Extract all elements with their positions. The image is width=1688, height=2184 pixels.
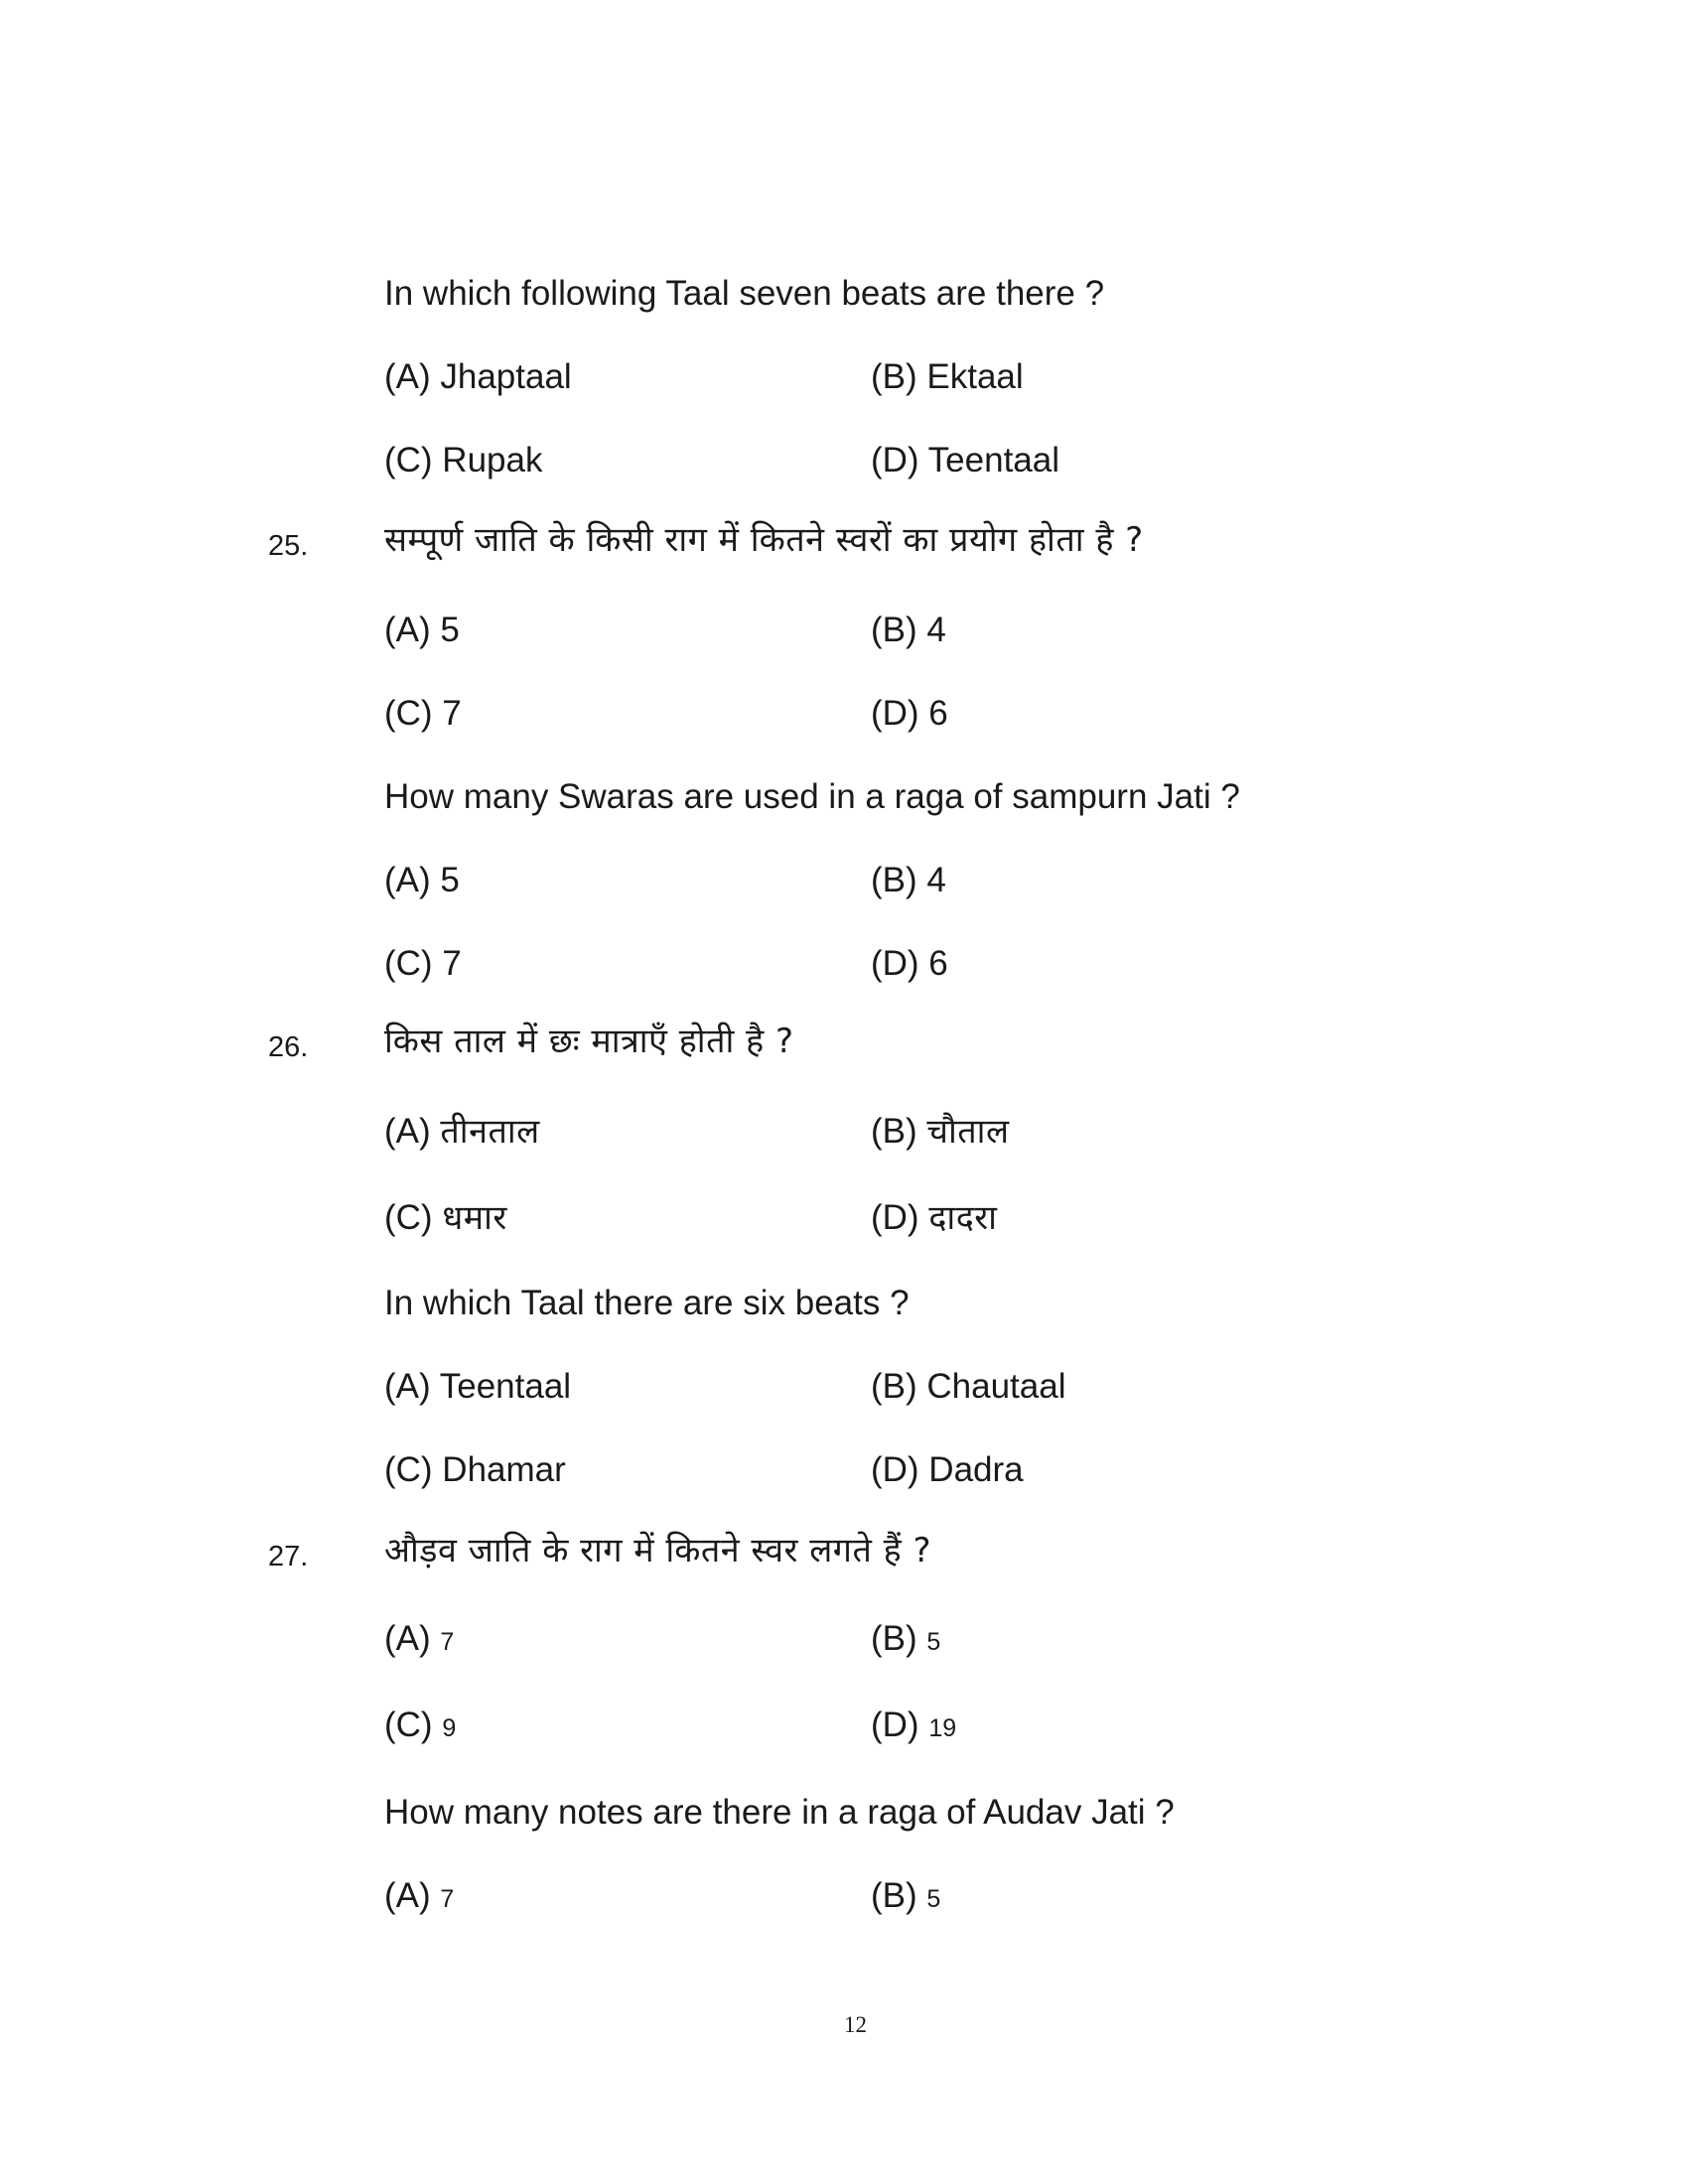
q27-number: 27. (268, 1541, 309, 1572)
q27-hi-option-d (871, 1707, 956, 1742)
option-label: (B) (871, 1619, 917, 1658)
option-label: (A) (384, 1619, 431, 1658)
option-label: (A) (384, 1112, 431, 1151)
option-text: 5 (926, 1885, 941, 1913)
q26-english-text: In which Taal there are six beats ? (384, 1284, 910, 1322)
option-label: (D) (871, 1706, 919, 1744)
q25-en-option-b: (B) 4 (871, 861, 946, 899)
option-label: (A) (384, 1876, 431, 1915)
page-number: 12 (844, 2012, 867, 2037)
q26-hi-option-b (871, 1112, 1010, 1152)
q25-hi-option-a: (A) 5 (384, 611, 460, 649)
option-text: तीनताल (440, 1112, 540, 1152)
option-label: (D) (871, 1198, 919, 1237)
q24-english-text: In which following Taal seven beats are there ? (384, 274, 1105, 313)
q26-en-option-c: (C) Dhamar (384, 1450, 566, 1489)
option-text: 19 (928, 1714, 957, 1742)
q25-hi-option-c: (C) 7 (384, 694, 462, 733)
q27-en-option-a (384, 1878, 454, 1913)
option-label: (B) (871, 1876, 917, 1915)
q25-hi-option-d: (D) 6 (871, 694, 948, 733)
q24-option-d: (D) Teentaal (871, 441, 1060, 479)
q25-en-option-c: (C) 7 (384, 944, 462, 983)
option-text: 7 (440, 1628, 455, 1656)
q26-hi-option-a (384, 1112, 540, 1152)
q25-number: 25. (268, 530, 309, 562)
q26-hindi-text: किस ताल में छः मात्राएँ होती है ? (384, 1022, 794, 1061)
q27-hi-option-b (871, 1621, 940, 1656)
option-text: 9 (442, 1714, 457, 1742)
q26-number: 26. (268, 1031, 309, 1063)
q26-hi-option-d (871, 1198, 998, 1238)
option-label: (B) (871, 1112, 917, 1151)
option-text: धमार (442, 1198, 507, 1238)
q24-option-b: (B) Ektaal (871, 357, 1024, 396)
option-label: (C) (384, 1706, 433, 1744)
q27-hindi-text: औड़व जाति के राग में कितने स्वर लगते हैं ? (384, 1531, 932, 1570)
option-text: दादरा (928, 1198, 998, 1238)
q27-hi-option-a (384, 1621, 454, 1656)
option-label: (C) (384, 1198, 433, 1237)
q25-hi-option-b: (B) 4 (871, 611, 946, 649)
q25-hindi-text: सम्पूर्ण जाति के किसी राग में कितने स्वरों का प्रयोग होता है ? (384, 520, 1144, 560)
q27-hi-option-c (384, 1707, 456, 1742)
q25-english-text: How many Swaras are used in a raga of sampurn Jati ? (384, 777, 1240, 816)
q26-en-option-d: (D) Dadra (871, 1450, 1024, 1489)
q27-english-text: How many notes are there in a raga of Audav Jati ? (384, 1793, 1175, 1832)
option-text: 7 (440, 1885, 455, 1913)
q26-en-option-a: (A) Teentaal (384, 1367, 572, 1406)
q26-hi-option-c (384, 1198, 507, 1238)
q27-en-option-b (871, 1878, 940, 1913)
option-text: 5 (926, 1628, 941, 1656)
option-text: चौताल (926, 1112, 1010, 1152)
q26-en-option-b: (B) Chautaal (871, 1367, 1066, 1406)
q25-en-option-a: (A) 5 (384, 861, 460, 899)
q25-en-option-d: (D) 6 (871, 944, 948, 983)
q24-option-a: (A) Jhaptaal (384, 357, 572, 396)
q24-option-c: (C) Rupak (384, 441, 543, 479)
